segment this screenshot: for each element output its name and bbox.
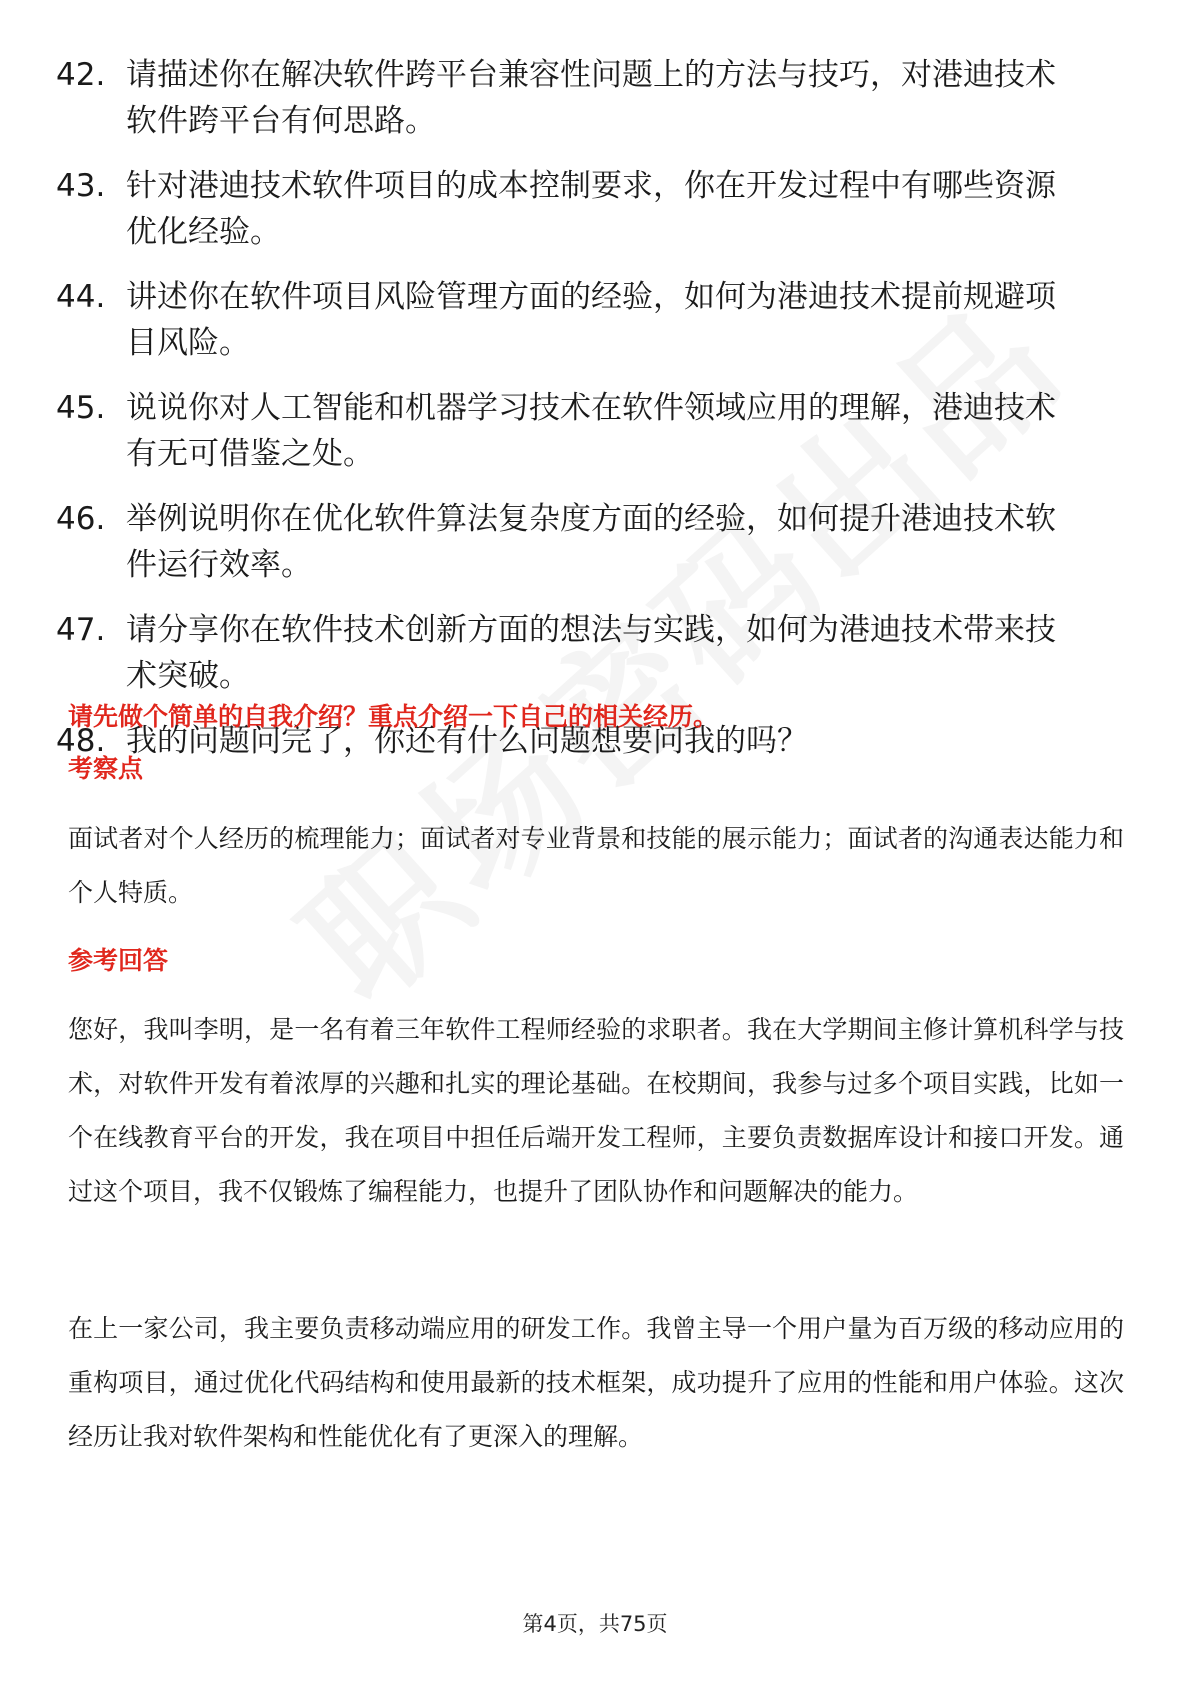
question-text: 举例说明你在优化软件算法复杂度方面的经验，如何提升港迪技术软件运行效率。 xyxy=(126,501,1056,583)
intro-section xyxy=(68,700,1124,734)
question-number: 46. xyxy=(56,501,106,537)
question-item xyxy=(56,274,1136,366)
question-item xyxy=(56,496,1136,588)
page-number: 第4页，共75页 xyxy=(522,1612,668,1636)
question-text: 请分享你在软件技术创新方面的想法与实践，如何为港迪技术带来技术突破。 xyxy=(126,612,1056,694)
question-number: 45. xyxy=(56,390,106,426)
question-text: 请描述你在解决软件跨平台兼容性问题上的方法与技巧，对港迪技术软件跨平台有何思路。 xyxy=(126,57,1056,139)
focus-body xyxy=(68,812,1124,920)
question-number: 48. xyxy=(56,723,106,759)
question-number: 43. xyxy=(56,168,106,204)
answer-paragraph: 您好，我叫李明，是一名有着三年软件工程师经验的求职者。我在大学期间主修计算机科学与技术，对软件开发有着浓厚的兴趣和扎实的理论基础。在校期间，我参与过多个项目实践，比如一个在线教育平台的开发，我在项目中担任后端开发工程师，主要负责数据库设计和接口开发。通过这个项目，我不仅锻炼了编程能力，也提升了团队协作和问题解决的能力。 xyxy=(68,1015,1124,1206)
question-text: 我的问题问完了，你还有什么问题想要问我的吗？ xyxy=(126,723,808,759)
focus-text: 面试者对个人经历的梳理能力；面试者对专业背景和技能的展示能力；面试者的沟通表达能力和个人特质。 xyxy=(68,824,1124,907)
question-number: 47. xyxy=(56,612,106,648)
answer-label: 参考回答 xyxy=(68,946,169,975)
question-item xyxy=(56,607,1136,699)
question-number: 44. xyxy=(56,279,106,315)
question-number: 42. xyxy=(56,57,106,93)
question-text: 讲述你在软件项目风险管理方面的经验，如何为港迪技术提前规避项目风险。 xyxy=(126,279,1056,361)
question-item xyxy=(56,52,1136,144)
focus-label: 考察点 xyxy=(68,754,144,783)
question-text: 针对港迪技术软件项目的成本控制要求，你在开发过程中有哪些资源优化经验。 xyxy=(126,168,1056,250)
question-list xyxy=(56,52,1136,783)
question-item xyxy=(56,163,1136,255)
answer-section xyxy=(68,944,1124,978)
focus-section xyxy=(68,752,1124,786)
answer-body-2 xyxy=(68,1302,1124,1464)
intro-question-title: 请先做个简单的自我介绍？重点介绍一下自己的相关经历。 xyxy=(68,702,719,731)
answer-paragraph: 在上一家公司，我主要负责移动端应用的研发工作。我曾主导一个用户量为百万级的移动应用的重构项目，通过优化代码结构和使用最新的技术框架，成功提升了应用的性能和用户体验。这次经历让我对软件架构和性能优化有了更深入的理解。 xyxy=(68,1314,1124,1451)
question-text: 说说你对人工智能和机器学习技术在软件领域应用的理解，港迪技术有无可借鉴之处。 xyxy=(126,390,1056,472)
question-item xyxy=(56,385,1136,477)
answer-body-1 xyxy=(68,1003,1124,1219)
